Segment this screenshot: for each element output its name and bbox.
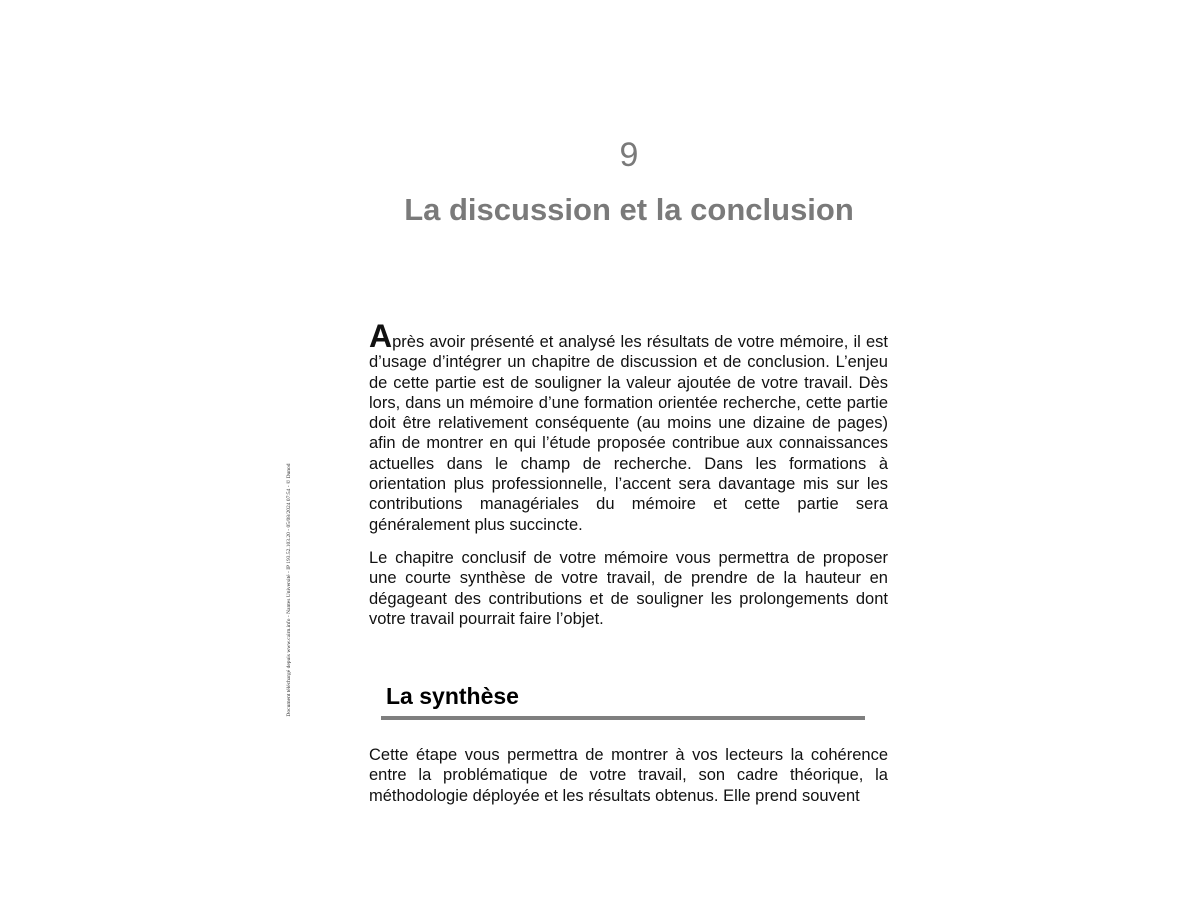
intro-paragraph [369,318,888,535]
synthesis-paragraph: Cette étape vous permettra de montrer à vos lecteurs la cohérence entre la problématique de votre travail, son cadre théorique, la méthodologie déployée et les résultats obtenus. Elle prend souvent [369,746,888,805]
conclusion-paragraph: Le chapitre conclusif de votre mémoire vous permettra de proposer une courte synthèse de votre travail, de prendre de la hauteur en dégageant des contributions et de souligner les prolongements dont votre travail pourrait faire l’objet. [369,549,888,628]
chapter-title: La discussion et la conclusion [404,192,854,227]
section-divider [381,716,865,720]
section-heading: La synthèse [386,683,519,709]
chapter-number: 9 [619,136,639,174]
download-watermark-note: Document téléchargé depuis www.cairn.info - Nantes Université - IP 193.52.103.20 - 05/08/2024 07:54 - © Dunod [286,463,292,717]
drop-cap: A [369,318,393,354]
intro-paragraph-text: près avoir présenté et analysé les résultats de votre mémoire, il est d’usage d’intégrer un chapitre de discussion et de conclusion. L’enjeu de cette partie est de souligner la valeur ajoutée de votre travail. Dès lors, dans un mémoire d’une formation orientée recherche, cette partie doit être relativement conséquente (au moins une dizaine de pages) afin de montrer en qui l’étude proposée contribue aux connaissances actuelles dans le champ de recherche. Dans les formations à orientation plus professionnelle, l’accent sera davantage mis sur les contributions managériales du mémoire et cette partie sera généralement plus succincte. [369,333,888,534]
